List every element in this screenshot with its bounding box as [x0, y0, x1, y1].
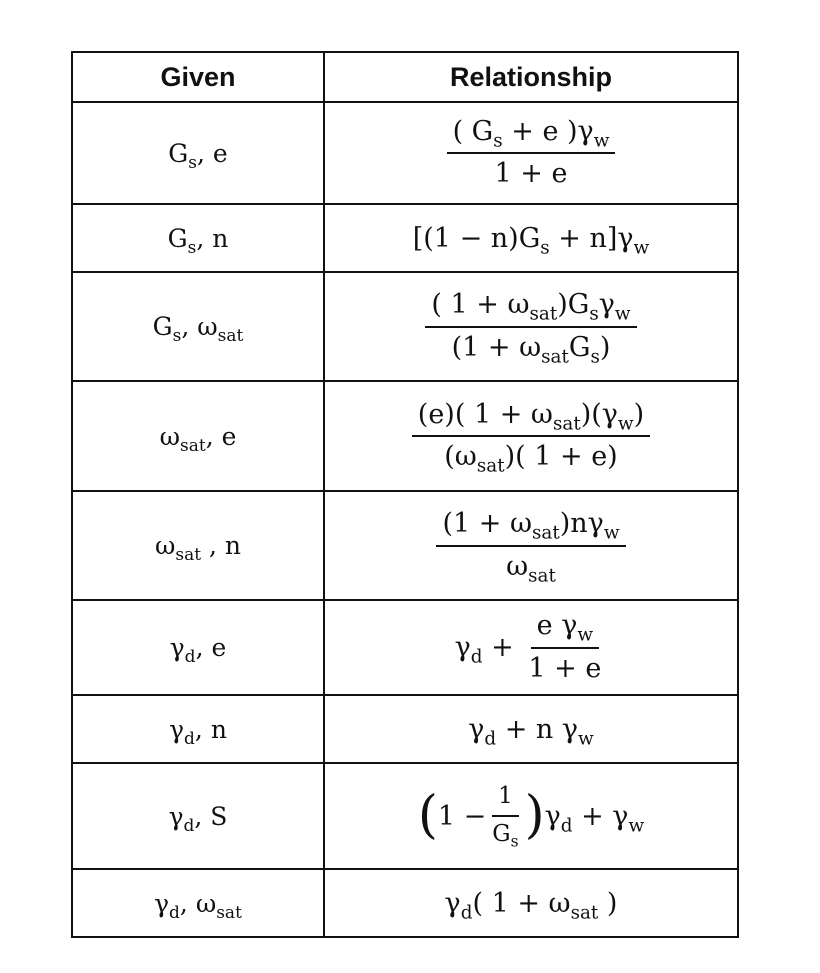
given-cell: $\gamma_d$, S [72, 763, 324, 869]
table-row [72, 102, 738, 204]
relationship-header: Relationship [324, 52, 738, 102]
given-cell: $G_s$, n [72, 204, 324, 272]
fraction: $\frac{( 1 + \omega_{sat})G_s\gamma_w}{(1 + \omega_{sat}G_s)}$ [425, 289, 636, 364]
fraction: $\frac{e \gamma_w}{1 + e}$ [528, 610, 602, 684]
relationship-cell: $[(1 - n)G_s + n]\gamma_w$ [324, 204, 738, 272]
relationship-cell [324, 491, 738, 600]
table-row [72, 491, 738, 600]
relationship-cell [324, 272, 738, 381]
table-row [72, 695, 738, 763]
relationship-cell: (1 − $\frac{1}{G_s}$ )$\gamma_d + \gamma_w$ [324, 763, 738, 869]
given-cell: $\omega_{sat}$ , n [72, 491, 324, 600]
table-row [72, 763, 738, 869]
table-row [72, 204, 738, 272]
header-row [72, 52, 738, 102]
given-cell: $\gamma_d$, n [72, 695, 324, 763]
fraction: $\frac{(1 + \omega_{sat})n\gamma_w}{\omega_{sat}}$ [436, 508, 625, 583]
table-row [72, 869, 738, 937]
given-cell: $G_s$, e [72, 102, 324, 204]
relationship-cell: $\gamma_d + n$ $\gamma_w$ [324, 695, 738, 763]
relationship-cell [324, 102, 738, 204]
given-cell: $\gamma_d$, e [72, 600, 324, 695]
table-row [72, 381, 738, 491]
given-cell: $\gamma_d$, $\omega_{sat}$ [72, 869, 324, 937]
table-row [72, 272, 738, 381]
fraction: $\frac{1}{G_s}$ [492, 783, 519, 851]
table-row [72, 600, 738, 695]
relationship-cell: $\gamma_d$ + $\frac{e \gamma_w}{1 + e}$ [324, 600, 738, 695]
relationship-cell: $\gamma_d$( $1 + \omega_{sat}$ ) [324, 869, 738, 937]
relationship-cell [324, 381, 738, 491]
fraction: $\frac{( G_s + e )\gamma_w}{1 + e}$ [447, 116, 616, 191]
given-header: Given [72, 52, 324, 102]
given-cell: $G_s$, $\omega_{sat}$ [72, 272, 324, 381]
relationship-table [71, 51, 739, 938]
given-cell: $\omega_{sat}$, e [72, 381, 324, 491]
fraction: $\frac{(e)( 1 + \omega_{sat})(\gamma_w)}{(\omega_{sat})( 1 + e)}$ [412, 399, 650, 474]
